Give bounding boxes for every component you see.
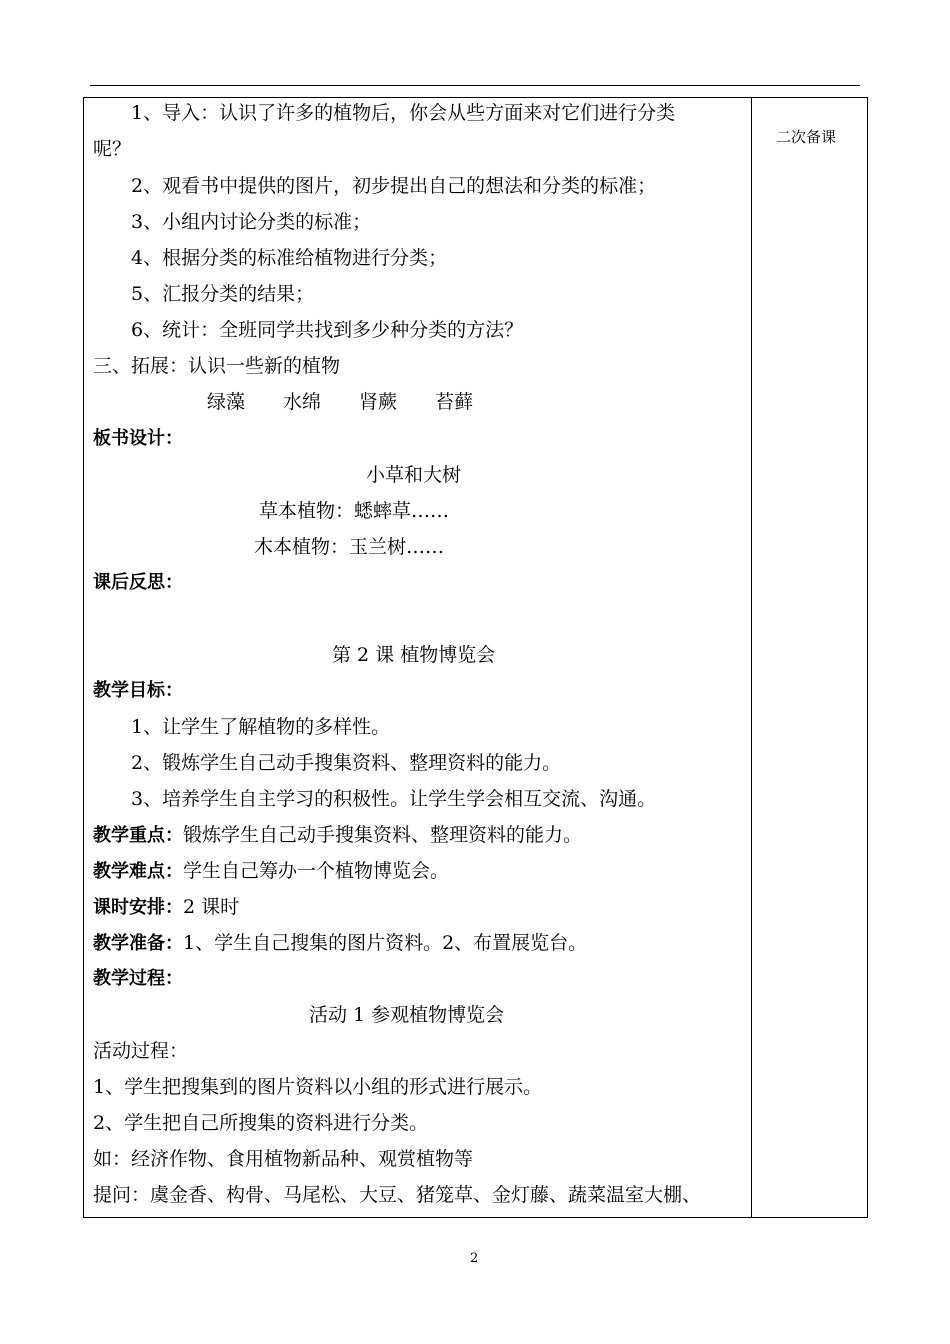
schedule-label: 课时安排： [93, 897, 183, 918]
text-line: 2、锻炼学生自己动手搜集资料、整理资料的能力。 [131, 752, 562, 774]
second-preparation-label: 二次备课 [776, 128, 837, 146]
text-line: 呢？ [93, 138, 132, 160]
text-line: 6、统计：全班同学共找到多少种分类的方法？ [131, 319, 524, 341]
section-heading: 板书设计： [93, 428, 183, 449]
text-line: 3、培养学生自主学习的积极性。让学生学会相互交流、沟通。 [131, 788, 657, 810]
text-line: 木本植物：玉兰树…… [254, 536, 445, 558]
column-divider [751, 98, 752, 1217]
text-line: 三、拓展：认识一些新的植物 [93, 355, 341, 377]
section-heading: 教学过程： [93, 968, 183, 989]
text-line: 1、学生把搜集到的图片资料以小组的形式进行展示。 [93, 1076, 543, 1098]
text-line: 如：经济作物、食用植物新品种、观赏植物等 [93, 1148, 474, 1170]
preparation-label: 教学准备： [93, 933, 183, 954]
schedule-text: 2 课时 [183, 896, 240, 918]
section-heading: 课后反思： [93, 572, 183, 593]
preparation-line [93, 931, 587, 956]
text-line: 活动过程： [93, 1040, 189, 1062]
text-line: 3、小组内讨论分类的标准； [131, 211, 372, 233]
difficulty-text: 学生自己筹办一个植物博览会。 [183, 860, 450, 882]
preparation-text: 1、学生自己搜集的图片资料。2、布置展览台。 [183, 932, 588, 954]
key-point-label: 教学重点： [93, 825, 183, 846]
text-line: 2、观看书中提供的图片，初步提出自己的想法和分类的标准； [131, 175, 657, 197]
key-point-text: 锻炼学生自己动手搜集资料、整理资料的能力。 [183, 824, 583, 846]
text-line: 1、导入：认识了许多的植物后，你会从些方面来对它们进行分类 [131, 102, 676, 124]
text-line: 5、汇报分类的结果； [131, 283, 315, 305]
text-line: 提问：虞金香、构骨、马尾松、大豆、猪笼草、金灯藤、蔬菜温室大棚、 [93, 1184, 702, 1206]
text-line: 4、根据分类的标准给植物进行分类； [131, 247, 448, 269]
activity-title: 活动 1 参观植物博览会 [309, 1004, 505, 1026]
text-line: 2、学生把自己所搜集的资料进行分类。 [93, 1112, 429, 1134]
text-line: 1、让学生了解植物的多样性。 [131, 716, 391, 738]
difficulty-line [93, 859, 449, 884]
lesson-title: 第 2 课 植物博览会 [332, 644, 496, 666]
difficulty-label: 教学难点： [93, 861, 183, 882]
lesson-plan-table [83, 97, 868, 1218]
board-title: 小草和大树 [366, 464, 462, 486]
plant-names: 绿藻 水绵 肾蕨 苔藓 [207, 391, 474, 413]
key-point-line [93, 823, 582, 848]
section-heading: 教学目标： [93, 680, 183, 701]
page-number: 2 [470, 1251, 479, 1266]
text-line: 草本植物：蟋蟀草…… [259, 500, 450, 522]
header-rule [90, 85, 860, 86]
schedule-line [93, 895, 239, 920]
